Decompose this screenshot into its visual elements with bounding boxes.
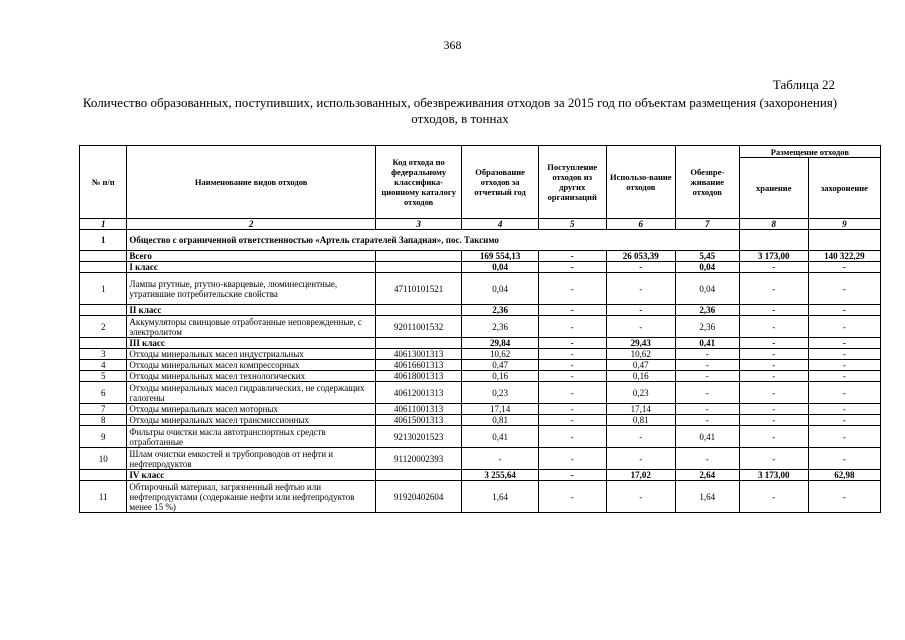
row-received: - — [538, 360, 606, 371]
total-used: 26 053,39 — [606, 251, 675, 262]
row-burial: - — [808, 415, 880, 426]
row-used: 17,14 — [606, 404, 675, 415]
class-neutralized: 2,36 — [675, 305, 739, 316]
header-neutralized: Обезвре-живание отходов — [675, 146, 739, 219]
class-neutralized: 2,64 — [675, 470, 739, 481]
row-burial: - — [808, 426, 880, 448]
row-formed: 10,62 — [462, 349, 538, 360]
table-row — [80, 273, 881, 305]
class-formed: 3 255,64 — [462, 470, 538, 481]
class-storage: 3 173,00 — [739, 470, 808, 481]
column-number-row — [80, 219, 881, 230]
class-row — [80, 338, 881, 349]
header-code: Код отхода по федеральному классифика-ционному каталогу отходов — [375, 146, 462, 219]
table-title: Количество образованных, поступивших, использованных, обезвреживания отходов за 2015 год по объектам размещения (захоронения) отходов, в тоннах — [82, 95, 838, 126]
header-received: Поступление отходов из других организаций — [538, 146, 606, 219]
class-formed: 29,84 — [462, 338, 538, 349]
total-label: Всего — [127, 251, 375, 262]
class-storage: - — [739, 262, 808, 273]
table-row — [80, 371, 881, 382]
row-neutralized: 0,41 — [675, 426, 739, 448]
row-used: 0,47 — [606, 360, 675, 371]
class-burial: - — [808, 338, 880, 349]
total-row — [80, 251, 881, 262]
class-received: - — [538, 262, 606, 273]
row-storage: - — [739, 415, 808, 426]
row-neutralized: - — [675, 415, 739, 426]
row-used: - — [606, 273, 675, 305]
row-storage: - — [739, 448, 808, 470]
class-storage: - — [739, 305, 808, 316]
row-code: 92130201523 — [375, 426, 462, 448]
total-received: - — [538, 251, 606, 262]
row-code: 40616601313 — [375, 360, 462, 371]
row-burial: - — [808, 360, 880, 371]
table-row — [80, 481, 881, 513]
col-number: 1 — [80, 219, 127, 230]
table-row — [80, 404, 881, 415]
row-formed: 17,14 — [462, 404, 538, 415]
total-storage: 3 173,00 — [739, 251, 808, 262]
row-storage: - — [739, 360, 808, 371]
col-number: 9 — [808, 219, 880, 230]
header-used: Использо-вание отходов — [606, 146, 675, 219]
row-name: Отходы минеральных масел индустриальных — [127, 349, 375, 360]
row-code: 40618001313 — [375, 371, 462, 382]
class-label: II класс — [127, 305, 375, 316]
col-number: 2 — [127, 219, 375, 230]
row-burial: - — [808, 382, 880, 404]
class-used: - — [606, 262, 675, 273]
row-code: 91120002393 — [375, 448, 462, 470]
class-burial: - — [808, 262, 880, 273]
row-neutralized: 2,36 — [675, 316, 739, 338]
row-storage: - — [739, 481, 808, 513]
header-burial: захоронение — [808, 158, 880, 219]
row-received: - — [538, 273, 606, 305]
row-received: - — [538, 404, 606, 415]
row-code: 40611001313 — [375, 404, 462, 415]
header-name: Наименование видов отходов — [127, 146, 375, 219]
col-number: 5 — [538, 219, 606, 230]
class-received: - — [538, 338, 606, 349]
row-storage: - — [739, 371, 808, 382]
row-name: Обтирочный материал, загрязненный нефтью или нефтепродуктами (содержание нефти или нефтепродуктов менее 15 %) — [127, 481, 375, 513]
row-storage: - — [739, 382, 808, 404]
col-number: 7 — [675, 219, 739, 230]
header-placement: Размещение отходов — [739, 146, 880, 158]
row-used: - — [606, 481, 675, 513]
row-num: 7 — [80, 404, 127, 415]
table-row — [80, 316, 881, 338]
row-neutralized: - — [675, 448, 739, 470]
class-formed: 2,36 — [462, 305, 538, 316]
row-used: 0,81 — [606, 415, 675, 426]
row-code: 91920402604 — [375, 481, 462, 513]
row-burial: - — [808, 273, 880, 305]
row-name: Отходы минеральных масел моторных — [127, 404, 375, 415]
row-burial: - — [808, 481, 880, 513]
row-num: 10 — [80, 448, 127, 470]
org-num: 1 — [80, 230, 127, 251]
row-neutralized: - — [675, 349, 739, 360]
total-burial: 140 322,29 — [808, 251, 880, 262]
row-burial: - — [808, 404, 880, 415]
class-used: 17,02 — [606, 470, 675, 481]
row-num: 4 — [80, 360, 127, 371]
row-formed: 0,47 — [462, 360, 538, 371]
row-name: Лампы ртутные, ртутно-кварцевые, люминесцентные, утратившие потребительские свойства — [127, 273, 375, 305]
class-neutralized: 0,04 — [675, 262, 739, 273]
row-code: 40612001313 — [375, 382, 462, 404]
row-code: 47110101521 — [375, 273, 462, 305]
row-formed: 0,16 — [462, 371, 538, 382]
table-row — [80, 360, 881, 371]
table-row — [80, 426, 881, 448]
row-received: - — [538, 349, 606, 360]
row-name: Отходы минеральных масел компрессорных — [127, 360, 375, 371]
row-received: - — [538, 481, 606, 513]
row-used: 0,23 — [606, 382, 675, 404]
row-storage: - — [739, 316, 808, 338]
row-burial: - — [808, 316, 880, 338]
header-formed: Образование отходов за отчетный год — [462, 146, 538, 219]
row-received: - — [538, 371, 606, 382]
row-name: Фильтры очистки масла автотранспортных средств отработанные — [127, 426, 375, 448]
row-neutralized: - — [675, 404, 739, 415]
row-neutralized: - — [675, 360, 739, 371]
class-row — [80, 262, 881, 273]
row-name: Шлам очистки емкостей и трубопроводов от нефти и нефтепродуктов — [127, 448, 375, 470]
table-row — [80, 382, 881, 404]
row-burial: - — [808, 371, 880, 382]
col-number: 8 — [739, 219, 808, 230]
row-formed: - — [462, 448, 538, 470]
row-neutralized: 1,64 — [675, 481, 739, 513]
col-number: 4 — [462, 219, 538, 230]
header-storage: хранение — [739, 158, 808, 219]
row-formed: 2,36 — [462, 316, 538, 338]
row-formed: 1,64 — [462, 481, 538, 513]
row-num: 5 — [80, 371, 127, 382]
row-name: Аккумуляторы свинцовые отработанные неповрежденные, с электролитом — [127, 316, 375, 338]
row-storage: - — [739, 404, 808, 415]
row-used: - — [606, 316, 675, 338]
class-burial: - — [808, 305, 880, 316]
table-row — [80, 349, 881, 360]
table-label: Таблица 22 — [772, 77, 835, 92]
row-num: 8 — [80, 415, 127, 426]
class-formed: 0,04 — [462, 262, 538, 273]
row-storage: - — [739, 426, 808, 448]
row-used: - — [606, 448, 675, 470]
row-name: Отходы минеральных масел трансмиссионных — [127, 415, 375, 426]
row-burial: - — [808, 448, 880, 470]
row-received: - — [538, 382, 606, 404]
row-received: - — [538, 426, 606, 448]
header-row — [80, 146, 881, 158]
total-neutralized: 5,45 — [675, 251, 739, 262]
class-label: III класс — [127, 338, 375, 349]
class-received: - — [538, 470, 606, 481]
row-code: 40613001313 — [375, 349, 462, 360]
page-number: 368 — [443, 38, 462, 52]
class-used: 29,43 — [606, 338, 675, 349]
row-storage: - — [739, 349, 808, 360]
header-num: № п/п — [80, 146, 127, 219]
row-burial: - — [808, 349, 880, 360]
class-used: - — [606, 305, 675, 316]
class-neutralized: 0,41 — [675, 338, 739, 349]
class-row — [80, 305, 881, 316]
table-row — [80, 415, 881, 426]
row-formed: 0,41 — [462, 426, 538, 448]
organization-row — [80, 230, 881, 251]
class-burial: 62,98 — [808, 470, 880, 481]
class-storage: - — [739, 338, 808, 349]
row-num: 6 — [80, 382, 127, 404]
org-name: Общество с ограниченной ответственностью «Артель старателей Западная», пос. Таксимо — [127, 230, 675, 251]
table-row — [80, 448, 881, 470]
row-neutralized: 0,04 — [675, 273, 739, 305]
waste-table — [79, 145, 881, 513]
row-num: 9 — [80, 426, 127, 448]
row-formed: 0,23 — [462, 382, 538, 404]
row-neutralized: - — [675, 382, 739, 404]
row-neutralized: - — [675, 371, 739, 382]
row-received: - — [538, 448, 606, 470]
row-received: - — [538, 415, 606, 426]
row-used: 10,62 — [606, 349, 675, 360]
class-row — [80, 470, 881, 481]
col-number: 6 — [606, 219, 675, 230]
total-formed: 169 554,13 — [462, 251, 538, 262]
class-label: I класс — [127, 262, 375, 273]
row-num: 3 — [80, 349, 127, 360]
row-num: 11 — [80, 481, 127, 513]
row-formed: 0,04 — [462, 273, 538, 305]
col-number: 3 — [375, 219, 462, 230]
row-used: - — [606, 426, 675, 448]
row-num: 1 — [80, 273, 127, 305]
row-name: Отходы минеральных масел гидравлических, не содержащих галогены — [127, 382, 375, 404]
row-name: Отходы минеральных масел технологических — [127, 371, 375, 382]
row-code: 92011001532 — [375, 316, 462, 338]
row-storage: - — [739, 273, 808, 305]
row-formed: 0,81 — [462, 415, 538, 426]
class-label: IV класс — [127, 470, 375, 481]
row-num: 2 — [80, 316, 127, 338]
row-code: 40615001313 — [375, 415, 462, 426]
class-received: - — [538, 305, 606, 316]
row-received: - — [538, 316, 606, 338]
row-used: 0,16 — [606, 371, 675, 382]
